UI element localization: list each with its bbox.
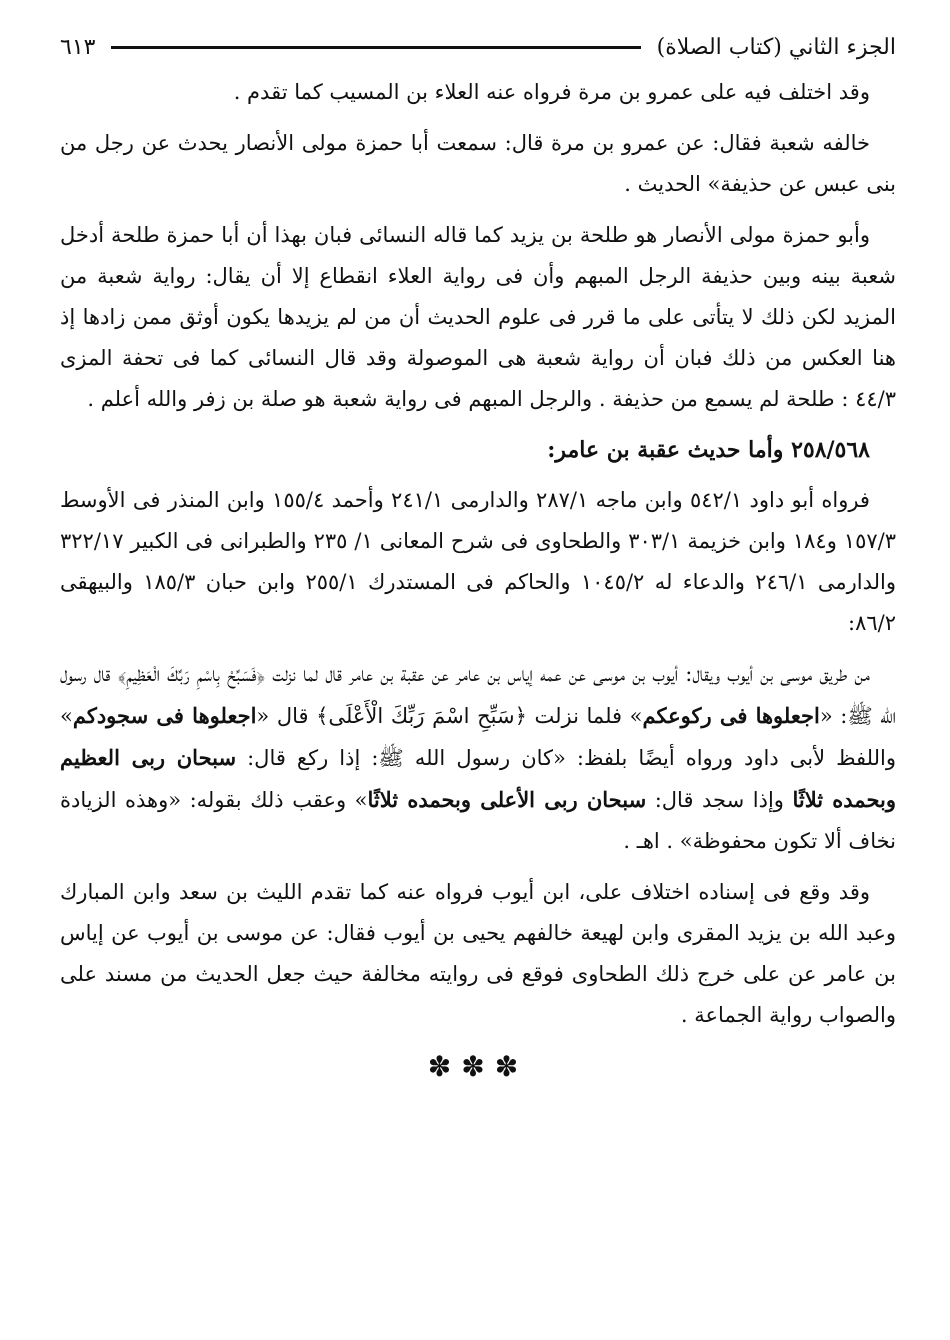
header-rule <box>111 46 640 49</box>
paragraph-1: وقد اختلف فيه على عمرو بن مرة فرواه عنه العلاء بن المسيب كما تقدم . <box>233 80 870 104</box>
paragraph-5-bold-h: سبحان ربى الأعلى وبحمده ثلاثًا <box>367 787 647 812</box>
paragraph-5-bold-f: سبحان ربى العظيم وبحمده ثلاثًا <box>60 745 896 812</box>
book-page <box>60 30 896 1083</box>
paragraph-5-part-i: » وعقب ذلك بقوله: «وهذه الزيادة نخاف ألا تكون محفوظة» . اهـ . <box>60 788 896 853</box>
ornament-stars: ✽✽✽ <box>427 1050 529 1083</box>
running-head: الجزء الثاني (كتاب الصلاة) <box>656 34 896 60</box>
paragraph-5-part-c: » فلما نزلت ﴿سَبِّحِ اسْمَ رَبِّكَ الْأَعْلَى﴾ قال « <box>256 704 643 728</box>
paragraph-6: وقد وقع فى إسناده اختلاف على، ابن أيوب فرواه عنه كما تقدم الليث بن سعد وابن المبارك وعبد الله بن يزيد المقرى وابن لهيعة خالفهم يحيى بن أيوب فقال: عن موسى بن أيوب عن إياس بن عامر عن على خرج ذلك الطحاوى فوقع فى روايته مخالفة حيث جعل الحديث من مسند على والصواب رواية الجماعة . <box>60 880 896 1027</box>
section-heading: ٢٥٨/٥٦٨ وأما حديث عقبة بن عامر: <box>547 437 870 463</box>
paragraph-5-part-g: وإذا سجد قال: <box>646 788 793 812</box>
paragraph-5-bold-b: اجعلوها فى ركوعكم <box>642 703 820 728</box>
paragraph-5 <box>60 654 896 862</box>
paragraph-4: فرواه أبو داود ٥٤٢/١ وابن ماجه ٢٨٧/١ والدارمى ٢٤١/١ وأحمد ١٥٥/٤ وابن المنذر فى الأوسط ١٥٧/٣ و١٨٤ وابن خزيمة ٣٠٣/١ والطحاوى فى شرح المعانى ١/ ٢٣٥ والطبرانى فى الكبير ٣٢٢/١٧ والدارمى ٢٤٦/١ والدعاء له ١٠٤٥/٢ والحاكم فى المستدرك ٢٥٥/١ وابن حبان ١٨٥/٣ والبيهقى ٨٦/٢: <box>60 488 896 635</box>
paragraph-5-part-e: » واللفظ لأبى داود ورواه أيضًا بلفظ: «كان رسول الله ﷺ: إذا ركع قال: <box>60 704 896 770</box>
page-number: ٦١٣ <box>60 34 96 60</box>
paragraph-5-bold-d: اجعلوها فى سجودكم <box>72 703 257 728</box>
paragraph-2: خالفه شعبة فقال: عن عمرو بن مرة قال: سمعت أبا حمزة مولى الأنصار يحدث عن رجل من بنى عبس عن حذيفة» الحديث . <box>60 131 896 196</box>
page-header <box>60 30 896 64</box>
paragraph-5-part-a: من طريق موسى بن أيوب ويقال: أيوب بن موسى عن عمه إياس بن عامر عن عقبة بن عامر قال لما نزلت ﴿فَسَبِّحْ بِاسْمِ رَبِّكَ الْعَظِيمِ﴾ قال رسول الله ﷺ: « <box>60 662 896 728</box>
body-text <box>60 72 896 1036</box>
paragraph-3: وأبو حمزة مولى الأنصار هو طلحة بن يزيد كما قاله النسائى فبان بهذا أن أبا حمزة طلحة أدخل شعبة بينه وبين حذيفة الرجل المبهم وأن فى رواية العلاء انقطاع إلا أن يقال: رواية شعبة من المزيد لكن ذلك لا يتأتى على ما قرر فى علوم الحديث أن من لم يزيدها يكون أوثق ممن زادها إذ هنا العكس من ذلك فبان أن رواية شعبة هى الموصولة وقد قال النسائى كما فى تحفة المزى ٤٤/٣ : طلحة لم يسمع من حذيفة . والرجل المبهم فى رواية شعبة هو صلة بن زفر والله أعلم . <box>60 223 896 411</box>
